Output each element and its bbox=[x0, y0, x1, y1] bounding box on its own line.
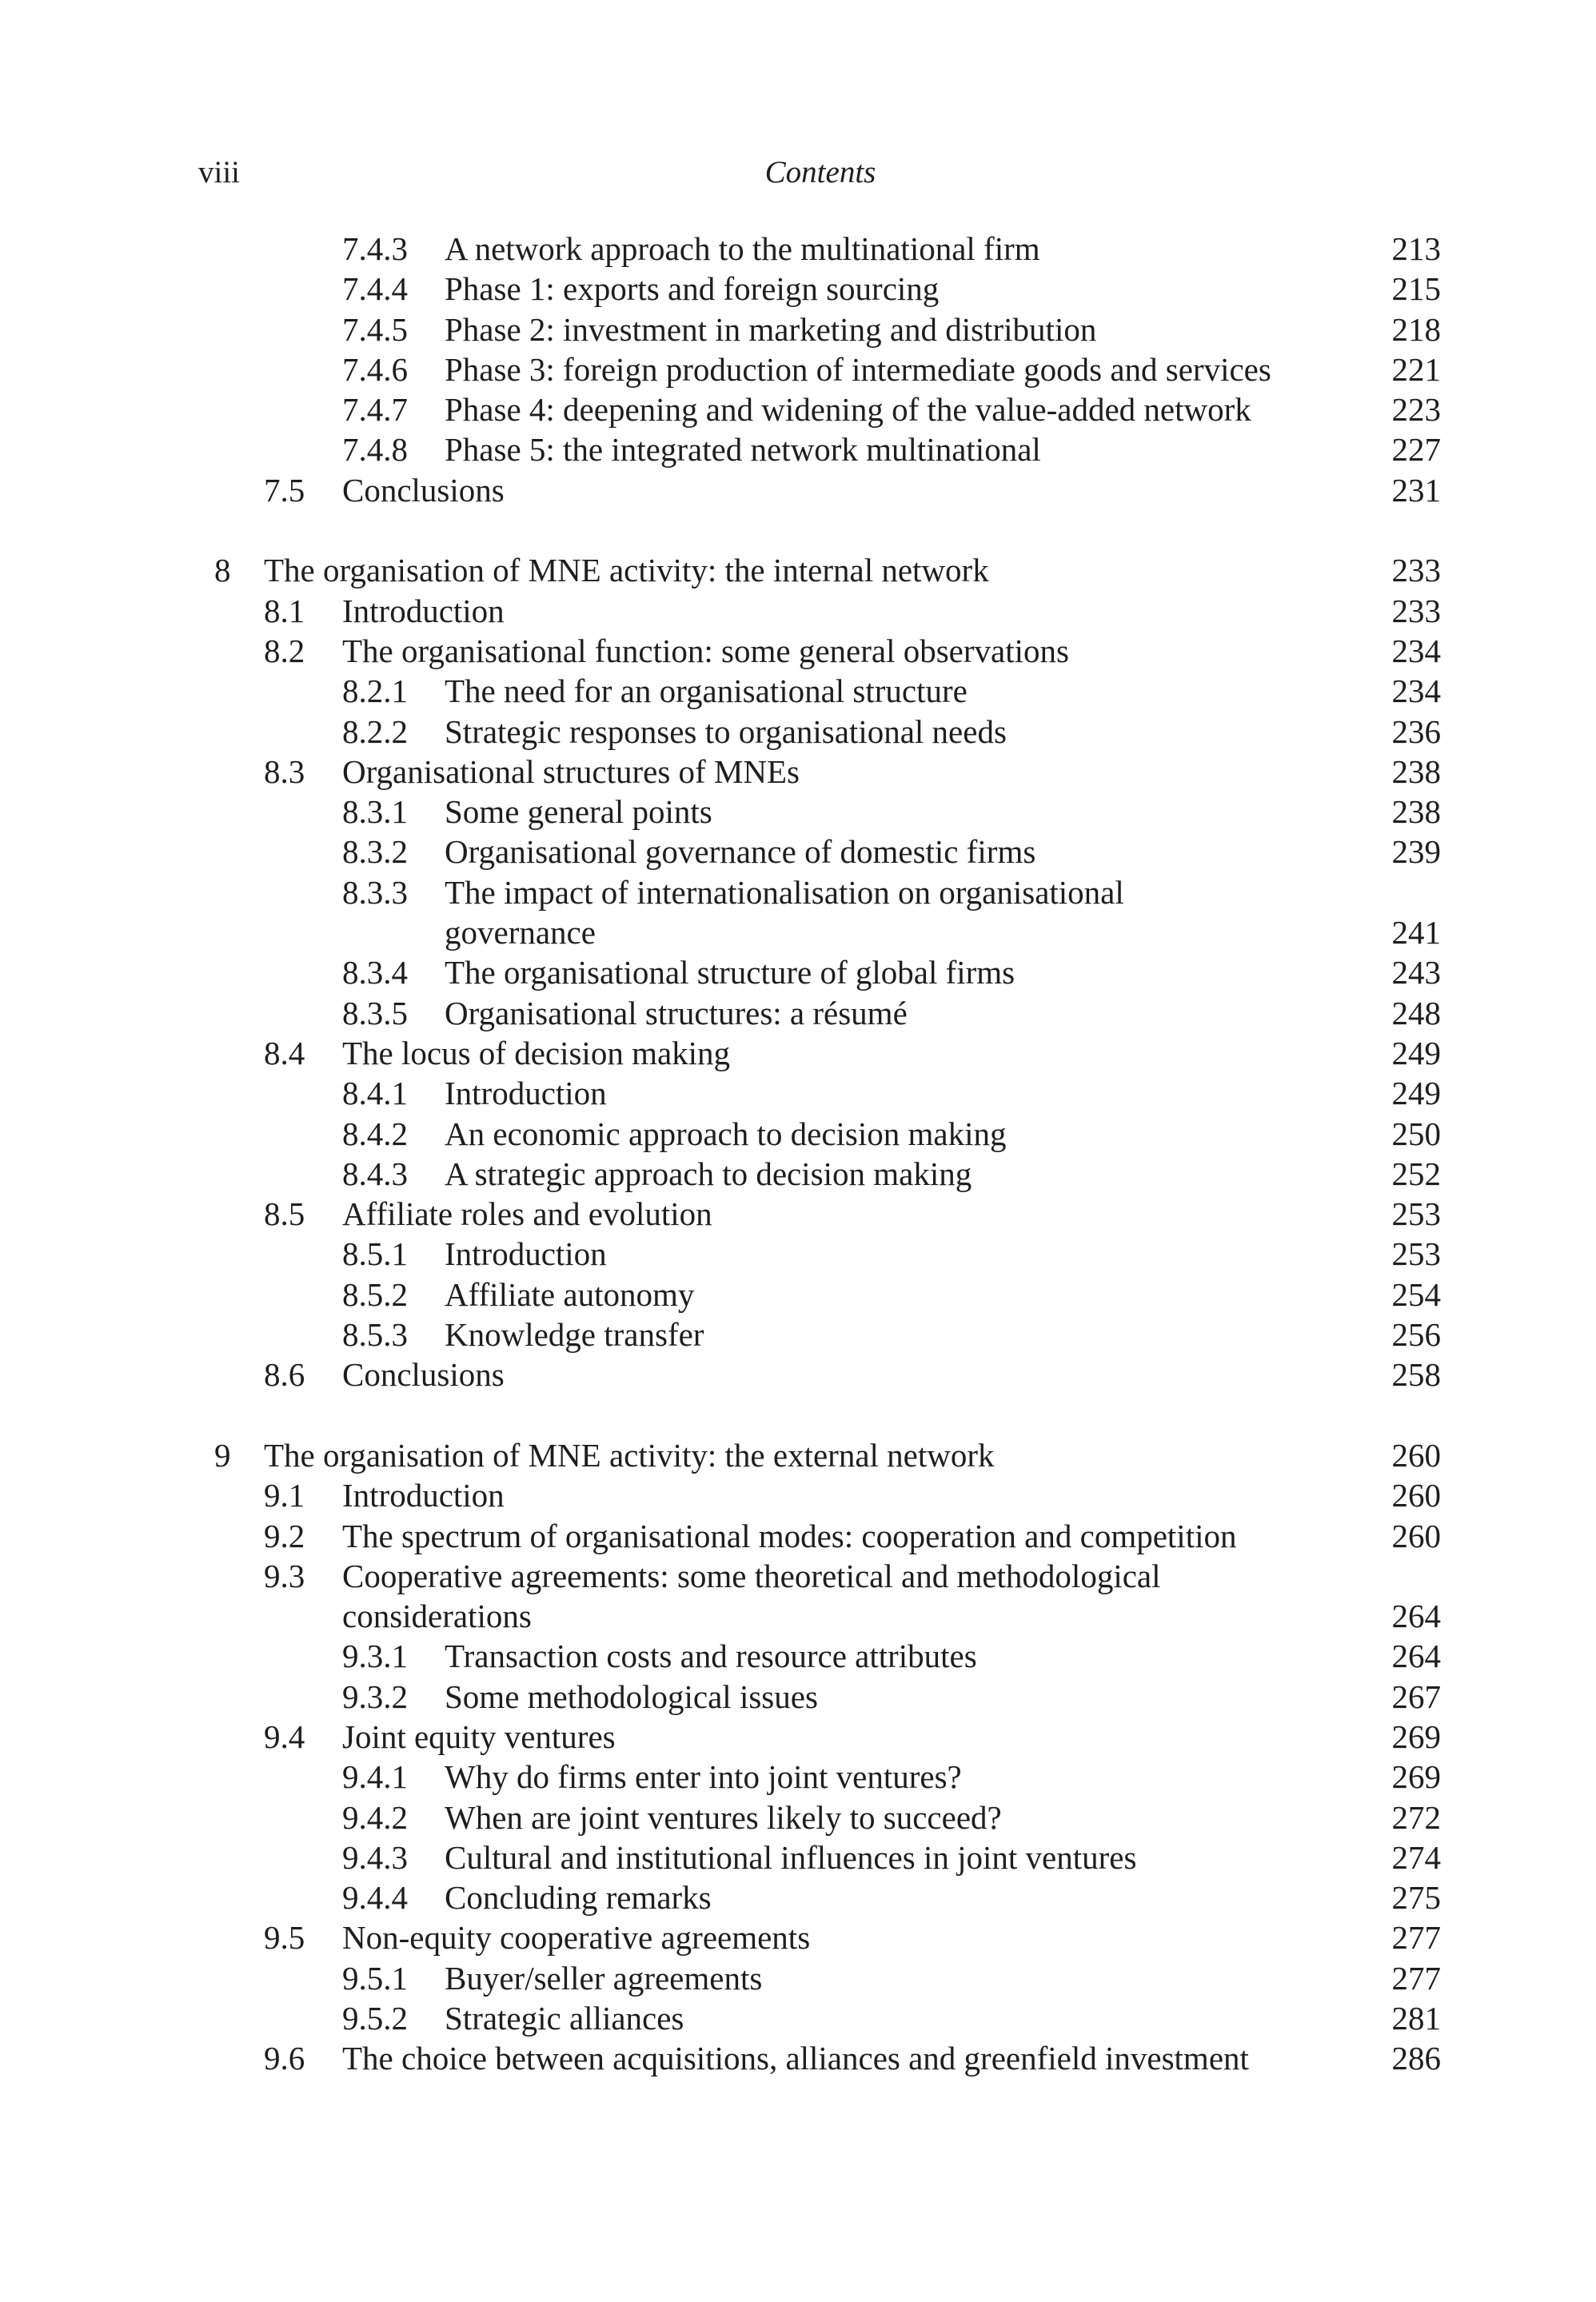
entry-page-number: 241 bbox=[1391, 914, 1441, 952]
entry-title-text: The organisation of MNE activity: the external network bbox=[264, 1436, 995, 1474]
entry-title-text: Phase 1: exports and foreign sourcing bbox=[445, 270, 940, 308]
entry-title-continuation: governance bbox=[445, 914, 596, 952]
toc-subsection-entry bbox=[0, 1154, 1596, 1194]
entry-number: 8.5.2 bbox=[342, 1275, 408, 1313]
entry-page-number: 277 bbox=[1391, 1919, 1441, 1957]
toc-subsection-entry bbox=[0, 309, 1596, 349]
entry-page-number: 234 bbox=[1391, 672, 1441, 710]
toc-section-entry bbox=[0, 1917, 1596, 1957]
entry-title-text: Phase 2: investment in marketing and distribution bbox=[445, 310, 1097, 348]
entry-title-text: Concluding remarks bbox=[445, 1879, 712, 1917]
entry-title bbox=[342, 1194, 712, 1234]
entry-page-number: 249 bbox=[1391, 1034, 1441, 1071]
entry-page-number: 233 bbox=[1391, 552, 1441, 589]
entry-title-text: Some general points bbox=[445, 793, 712, 831]
entry-title bbox=[264, 550, 989, 590]
entry-page-number: 272 bbox=[1391, 1798, 1441, 1836]
entry-title-text: Affiliate roles and evolution bbox=[342, 1195, 712, 1233]
entry-number: 8.2 bbox=[264, 632, 305, 669]
entry-page-number: 243 bbox=[1391, 954, 1441, 991]
entry-title bbox=[342, 631, 1069, 671]
entry-title-text: The impact of internationalisation on organisational bbox=[445, 873, 1124, 911]
toc-chapter-entry bbox=[0, 1435, 1596, 1475]
entry-number: 8.1 bbox=[264, 592, 305, 629]
entry-number: 8.4.1 bbox=[342, 1075, 408, 1112]
toc-subsection-entry bbox=[0, 349, 1596, 389]
entry-title-text: The organisation of MNE activity: the internal network bbox=[264, 552, 989, 589]
entry-number: 9.3.1 bbox=[342, 1638, 408, 1675]
entry-number: 9.6 bbox=[264, 2040, 305, 2077]
entry-number: 8.4 bbox=[264, 1034, 305, 1071]
entry-page-number: 264 bbox=[1391, 1638, 1441, 1675]
entry-title-text: Strategic responses to organisational needs bbox=[445, 712, 1007, 750]
toc-subsection-entry bbox=[0, 792, 1596, 832]
entry-title-text: Organisational structures of MNEs bbox=[342, 752, 800, 790]
toc-subsection-entry bbox=[0, 1958, 1596, 1998]
entry-page-number: 260 bbox=[1391, 1436, 1441, 1474]
entry-page-number: 250 bbox=[1391, 1115, 1441, 1152]
entry-title bbox=[342, 591, 505, 631]
entry-number: 9.4.2 bbox=[342, 1798, 408, 1836]
entry-title-text: Conclusions bbox=[342, 1356, 505, 1394]
entry-page-number: 253 bbox=[1391, 1195, 1441, 1233]
running-title: Contents bbox=[764, 155, 876, 190]
toc-chapter-entry bbox=[0, 550, 1596, 590]
entry-title-text: The organisational function: some general observations bbox=[342, 632, 1069, 669]
toc-subsection-entry bbox=[0, 1315, 1596, 1354]
toc-section-entry bbox=[0, 470, 1596, 510]
entry-page-number: 223 bbox=[1391, 391, 1441, 429]
entry-page-number: 275 bbox=[1391, 1879, 1441, 1917]
entry-number: 7.5 bbox=[264, 471, 305, 509]
entry-number: 8.4.3 bbox=[342, 1155, 408, 1192]
entry-title-text: An economic approach to decision making bbox=[445, 1115, 1007, 1152]
entry-page-number: 253 bbox=[1391, 1235, 1441, 1273]
entry-title bbox=[445, 1275, 694, 1315]
entry-title bbox=[445, 1797, 1002, 1837]
entry-number: 8.2.1 bbox=[342, 672, 408, 710]
entry-number: 8.3.1 bbox=[342, 793, 408, 831]
entry-title bbox=[445, 792, 712, 832]
entry-number: 8.3.3 bbox=[342, 873, 408, 911]
entry-number: 9.4.4 bbox=[342, 1879, 408, 1917]
entry-title-text: Phase 5: the integrated network multinational bbox=[445, 431, 1041, 469]
entry-title-text: Introduction bbox=[445, 1235, 607, 1273]
entry-title-text: Phase 4: deepening and widening of the value-added network bbox=[445, 391, 1251, 429]
toc-subsection-entry bbox=[0, 229, 1596, 269]
entry-title-text: Introduction bbox=[342, 592, 505, 629]
entry-page-number: 227 bbox=[1391, 431, 1441, 469]
entry-title bbox=[445, 309, 1096, 349]
entry-number: 9.5.1 bbox=[342, 1959, 408, 1997]
entry-number: 8.6 bbox=[264, 1356, 305, 1394]
page-number: viii bbox=[198, 155, 241, 190]
entry-title-text: Knowledge transfer bbox=[445, 1316, 704, 1354]
entry-number: 9.3 bbox=[264, 1557, 305, 1594]
toc-subsection-entry bbox=[0, 872, 1596, 953]
toc-subsection-entry bbox=[0, 832, 1596, 872]
entry-page-number: 254 bbox=[1391, 1275, 1441, 1313]
entry-page-number: 252 bbox=[1391, 1155, 1441, 1192]
toc-section-entry bbox=[0, 1354, 1596, 1394]
entry-page-number: 269 bbox=[1391, 1718, 1441, 1755]
toc-section-entry bbox=[0, 2038, 1596, 2078]
entry-title-text: Joint equity ventures bbox=[342, 1718, 616, 1755]
entry-title-text: Introduction bbox=[445, 1075, 607, 1112]
entry-title-text: The choice between acquisitions, alliances and greenfield investment bbox=[342, 2040, 1249, 2077]
entry-title-text: A network approach to the multinational firm bbox=[445, 230, 1040, 267]
entry-number: 7.4.7 bbox=[342, 391, 408, 429]
entry-page-number: 281 bbox=[1391, 2000, 1441, 2037]
entry-number: 9.4.1 bbox=[342, 1758, 408, 1796]
entry-title bbox=[342, 1354, 505, 1394]
entry-title-text: Strategic alliances bbox=[445, 2000, 684, 2037]
entry-page-number: 277 bbox=[1391, 1959, 1441, 1997]
toc-subsection-entry bbox=[0, 1757, 1596, 1797]
entry-title-text: Introduction bbox=[342, 1477, 505, 1514]
toc-subsection-entry bbox=[0, 952, 1596, 992]
entry-title-text: Non-equity cooperative agreements bbox=[342, 1919, 811, 1957]
toc-subsection-entry bbox=[0, 269, 1596, 309]
toc-subsection-entry bbox=[0, 712, 1596, 752]
toc-section-entry bbox=[0, 1194, 1596, 1234]
entry-title bbox=[342, 470, 505, 510]
entry-page-number: 260 bbox=[1391, 1517, 1441, 1554]
entry-title-text: Organisational governance of domestic firms bbox=[445, 833, 1036, 871]
entry-number: 9.1 bbox=[264, 1477, 305, 1514]
entry-title bbox=[445, 712, 1007, 752]
entry-page-number: 218 bbox=[1391, 310, 1441, 348]
entry-page-number: 264 bbox=[1391, 1598, 1441, 1635]
entry-number: 8.5 bbox=[264, 1195, 305, 1233]
entry-page-number: 234 bbox=[1391, 632, 1441, 669]
entry-title-text: Conclusions bbox=[342, 471, 505, 509]
entry-title bbox=[445, 872, 1124, 953]
entry-title-text: Organisational structures: a résumé bbox=[445, 994, 908, 1031]
entry-number: 9.4 bbox=[264, 1718, 305, 1755]
entry-title bbox=[342, 1033, 730, 1073]
toc-section-entry bbox=[0, 1475, 1596, 1515]
entry-number: 7.4.5 bbox=[342, 310, 408, 348]
entry-title bbox=[342, 1475, 505, 1515]
entry-title bbox=[445, 349, 1271, 389]
entry-number: 8.4.2 bbox=[342, 1115, 408, 1152]
toc-section-entry bbox=[0, 1516, 1596, 1556]
entry-title bbox=[445, 671, 968, 711]
entry-title-text: Buyer/seller agreements bbox=[445, 1959, 763, 1997]
entry-page-number: 238 bbox=[1391, 793, 1441, 831]
entry-number: 9.4.3 bbox=[342, 1838, 408, 1876]
toc-subsection-entry bbox=[0, 993, 1596, 1033]
entry-page-number: 267 bbox=[1391, 1678, 1441, 1715]
entry-number: 8.2.2 bbox=[342, 712, 408, 750]
entry-title bbox=[445, 1877, 712, 1917]
entry-number: 7.4.6 bbox=[342, 350, 408, 388]
entry-title-text: The need for an organisational structure bbox=[445, 672, 968, 710]
entry-title bbox=[342, 1556, 1161, 1637]
entry-page-number: 239 bbox=[1391, 833, 1441, 871]
toc-section-entry bbox=[0, 1717, 1596, 1757]
entry-page-number: 258 bbox=[1391, 1356, 1441, 1394]
entry-number: 9.3.2 bbox=[342, 1678, 408, 1715]
entry-page-number: 248 bbox=[1391, 994, 1441, 1031]
entry-title bbox=[445, 389, 1251, 429]
entry-number: 9.2 bbox=[264, 1517, 305, 1554]
entry-title bbox=[445, 1114, 1007, 1154]
entry-title bbox=[445, 952, 1015, 992]
toc-section-entry bbox=[0, 591, 1596, 631]
toc-subsection-entry bbox=[0, 1998, 1596, 2038]
toc-subsection-entry bbox=[0, 1114, 1596, 1154]
entry-title bbox=[445, 1677, 818, 1717]
entry-page-number: 260 bbox=[1391, 1477, 1441, 1514]
entry-title bbox=[445, 229, 1040, 269]
entry-title-text: Cooperative agreements: some theoretical and methodological bbox=[342, 1557, 1161, 1594]
entry-page-number: 286 bbox=[1391, 2040, 1441, 2077]
entry-title bbox=[445, 1636, 977, 1676]
entry-page-number: 236 bbox=[1391, 712, 1441, 750]
entry-page-number: 269 bbox=[1391, 1758, 1441, 1796]
entry-title bbox=[264, 1435, 995, 1475]
entry-number: 9.5 bbox=[264, 1919, 305, 1957]
entry-number: 8.5.3 bbox=[342, 1316, 408, 1354]
entry-title bbox=[445, 269, 939, 309]
toc-subsection-entry bbox=[0, 389, 1596, 429]
entry-title-text: Some methodological issues bbox=[445, 1678, 818, 1715]
entry-title-text: Phase 3: foreign production of intermediate goods and services bbox=[445, 350, 1271, 388]
entry-title-text: Why do firms enter into joint ventures? bbox=[445, 1758, 962, 1796]
entry-title bbox=[445, 832, 1035, 872]
entry-title bbox=[342, 1717, 616, 1757]
entry-title bbox=[445, 1837, 1136, 1877]
toc-subsection-entry bbox=[0, 1877, 1596, 1917]
entry-title bbox=[342, 1516, 1236, 1556]
entry-page-number: 256 bbox=[1391, 1316, 1441, 1354]
entry-number: 7.4.4 bbox=[342, 270, 408, 308]
toc-section-entry bbox=[0, 631, 1596, 671]
entry-title bbox=[445, 1315, 704, 1354]
entry-number: 7.4.8 bbox=[342, 431, 408, 469]
entry-title-text: The locus of decision making bbox=[342, 1034, 731, 1071]
toc-subsection-entry bbox=[0, 1797, 1596, 1837]
entry-title-text: The spectrum of organisational modes: cooperation and competition bbox=[342, 1517, 1237, 1554]
entry-number: 8 bbox=[214, 552, 231, 589]
entry-number: 8.3.4 bbox=[342, 954, 408, 991]
entry-title bbox=[445, 1958, 762, 1998]
entry-number: 7.4.3 bbox=[342, 230, 408, 267]
toc-subsection-entry bbox=[0, 1275, 1596, 1315]
entry-number: 8.3.5 bbox=[342, 994, 408, 1031]
entry-page-number: 238 bbox=[1391, 752, 1441, 790]
entry-title bbox=[445, 1757, 962, 1797]
entry-title bbox=[445, 1998, 684, 2038]
entry-page-number: 221 bbox=[1391, 350, 1441, 388]
entry-title bbox=[445, 993, 908, 1033]
entry-number: 8.3.2 bbox=[342, 833, 408, 871]
page-header bbox=[198, 150, 1442, 195]
entry-title bbox=[445, 1234, 607, 1274]
entry-title bbox=[342, 1917, 810, 1957]
entry-title-text: The organisational structure of global firms bbox=[445, 954, 1015, 991]
toc-section-entry bbox=[0, 752, 1596, 792]
entry-title-continuation: considerations bbox=[342, 1598, 532, 1635]
toc-subsection-entry bbox=[0, 1636, 1596, 1676]
entry-number: 8.3 bbox=[264, 752, 305, 790]
entry-title-text: When are joint ventures likely to succeed? bbox=[445, 1798, 1002, 1836]
toc-subsection-entry bbox=[0, 671, 1596, 711]
entry-title bbox=[342, 752, 800, 792]
entry-title bbox=[445, 1154, 972, 1194]
entry-number: 9.5.2 bbox=[342, 2000, 408, 2037]
toc-subsection-entry bbox=[0, 1073, 1596, 1113]
entry-page-number: 274 bbox=[1391, 1838, 1441, 1876]
entry-title-text: Cultural and institutional influences in joint ventures bbox=[445, 1838, 1137, 1876]
entry-page-number: 215 bbox=[1391, 270, 1441, 308]
table-of-contents bbox=[0, 229, 1596, 2079]
toc-section-entry bbox=[0, 1556, 1596, 1637]
toc-subsection-entry bbox=[0, 1234, 1596, 1274]
entry-title bbox=[445, 1073, 607, 1113]
entry-page-number: 249 bbox=[1391, 1075, 1441, 1112]
entry-title-text: Transaction costs and resource attributes bbox=[445, 1638, 977, 1675]
entry-number: 8.5.1 bbox=[342, 1235, 408, 1273]
toc-subsection-entry bbox=[0, 1677, 1596, 1717]
entry-page-number: 231 bbox=[1391, 471, 1441, 509]
entry-title bbox=[445, 429, 1041, 469]
entry-title bbox=[342, 2038, 1249, 2078]
toc-subsection-entry bbox=[0, 1837, 1596, 1877]
entry-page-number: 213 bbox=[1391, 230, 1441, 267]
entry-number: 9 bbox=[214, 1436, 231, 1474]
entry-page-number: 233 bbox=[1391, 592, 1441, 629]
entry-title-text: Affiliate autonomy bbox=[445, 1275, 695, 1313]
toc-section-entry bbox=[0, 1033, 1596, 1073]
entry-title-text: A strategic approach to decision making bbox=[445, 1155, 972, 1192]
toc-subsection-entry bbox=[0, 429, 1596, 469]
